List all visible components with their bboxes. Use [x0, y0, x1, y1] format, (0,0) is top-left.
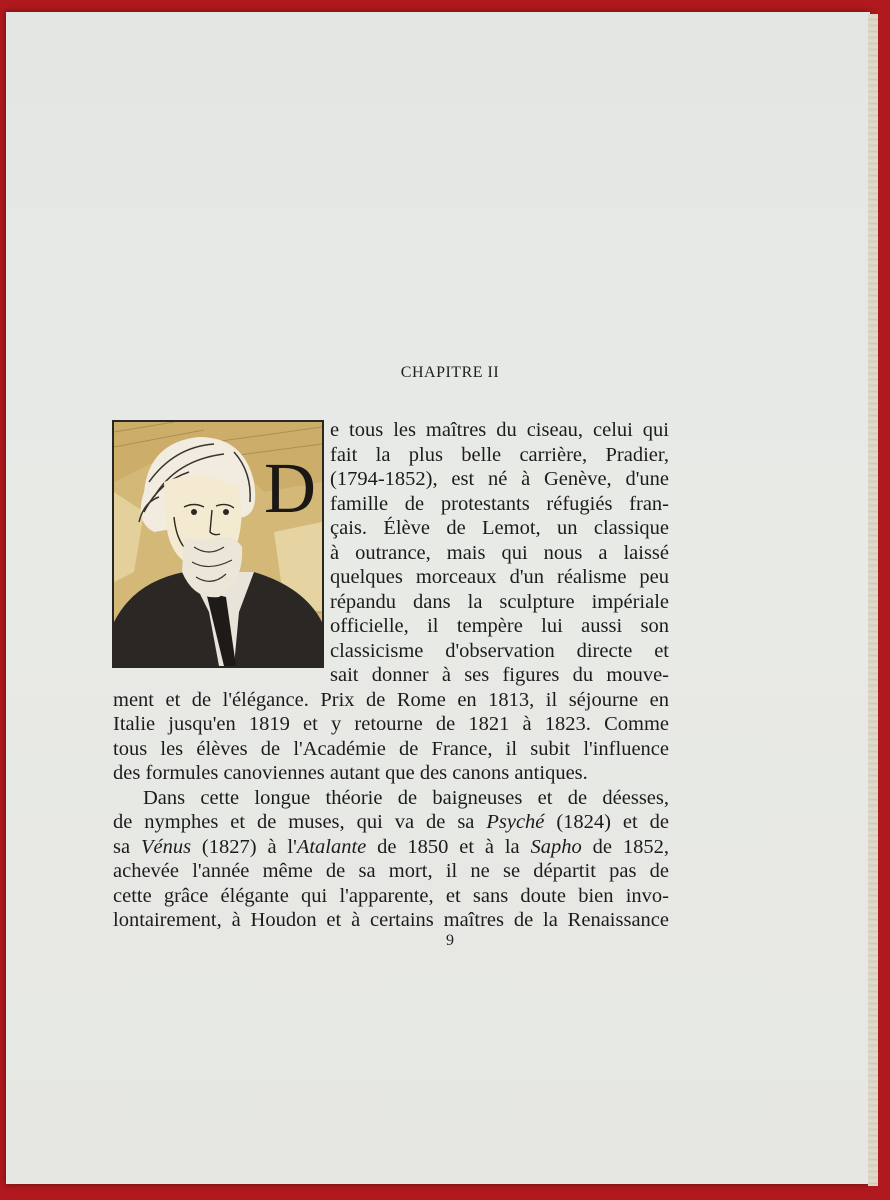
text-fragment: (1827) à l'	[191, 835, 297, 858]
text-fragment: de 1850 et à la	[366, 835, 531, 858]
text-fragment: (1824) et de	[544, 811, 670, 833]
text-fragment: de nymphes et de muses, qui va de sa	[113, 811, 475, 833]
text-line: sait donner à ses figures du mouve-	[330, 664, 669, 686]
text-fragment: de 1852,	[581, 835, 669, 858]
text-line: classicisme d'observation directe et	[330, 639, 669, 662]
text-line: cette grâce élégante qui l'apparente, et sans doute bien invo-	[113, 884, 669, 907]
text-line: fait la plus belle carrière, Pradier,	[330, 443, 669, 466]
text-line: ment et de l'élégance. Prix de Rome en 1813, il séjourne en	[113, 688, 669, 711]
work-title: Vénus	[140, 835, 192, 858]
work-title: Atalante	[296, 835, 367, 858]
text-line: lontairement, à Houdon et à certains maîtres de la Renaissance	[113, 909, 669, 931]
page-edge	[868, 14, 878, 1186]
text-line: à outrance, mais qui nous a laissé	[330, 541, 669, 564]
text-line: quelques morceaux d'un réalisme peu	[330, 566, 669, 588]
text-line: e tous les maîtres du ciseau, celui qui	[330, 419, 669, 441]
text-fragment: sa	[113, 835, 141, 858]
text-line: des formules canoviennes autant que des canons antiques.	[113, 762, 588, 784]
text-line: çais. Élève de Lemot, un classique	[330, 517, 669, 539]
text-line: (1794-1852), est né à Genève, d'une	[330, 468, 669, 490]
work-title: Sapho	[530, 835, 582, 858]
text-line-with-titles	[113, 810, 669, 835]
text-line: officielle, il tempère lui aussi son	[330, 615, 669, 637]
text-line: Italie jusqu'en 1819 et y retourne de 1821 à 1823. Comme	[113, 713, 669, 735]
body-text	[113, 418, 669, 933]
text-line: famille de protestants réfugiés fran-	[330, 492, 669, 515]
text-line: répandu dans la sculpture impériale	[330, 590, 669, 613]
page-number: 9	[446, 932, 454, 949]
text-line-with-titles	[113, 835, 669, 860]
text-line: achevée l'année même de sa mort, il ne se départit pas de	[113, 860, 669, 882]
text-line: tous les élèves de l'Académie de France, il subit l'influence	[113, 737, 669, 760]
drop-cap-letter: D	[264, 448, 316, 528]
text-line: Dans cette longue théorie de baigneuses et de déesses,	[143, 786, 669, 809]
chapter-heading: CHAPITRE II	[400, 364, 500, 381]
work-title: Psyché	[486, 811, 545, 833]
